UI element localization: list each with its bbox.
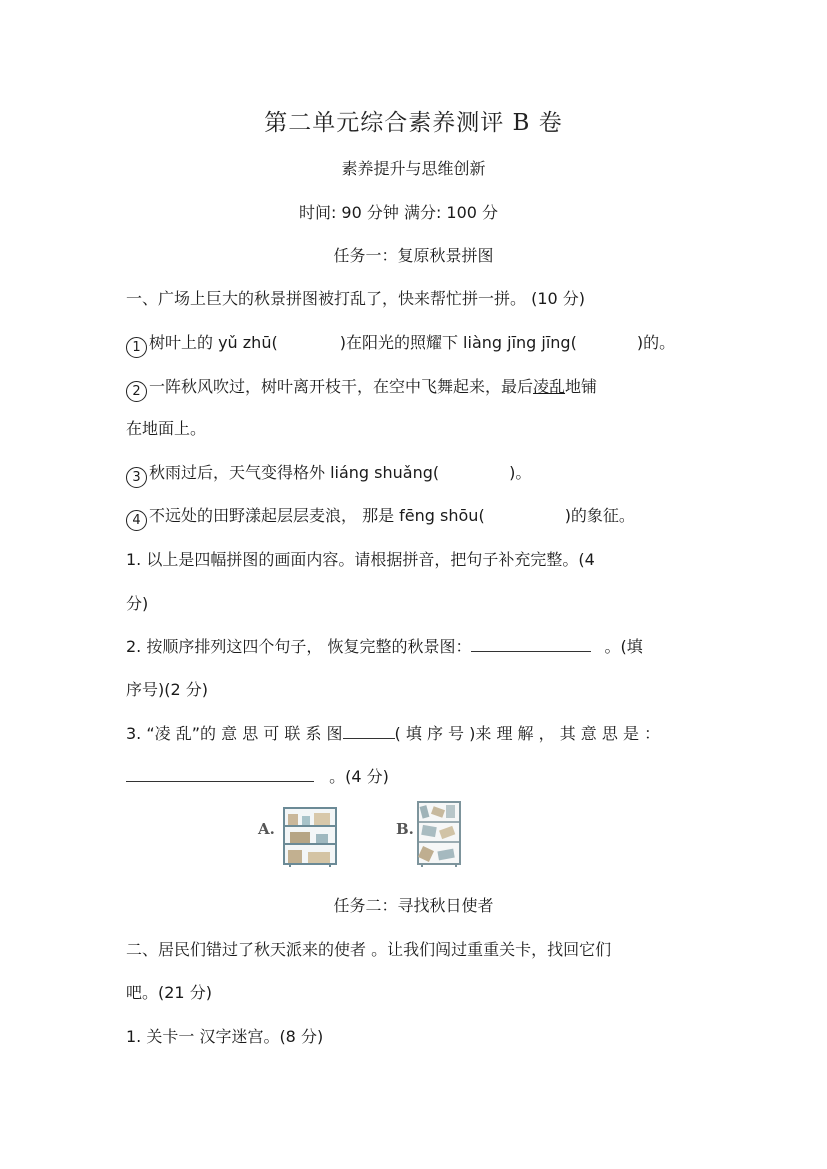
item-text-a: 一阵秋风吹过，树叶离开枝干，在空中飞舞起来，最后 [149,377,534,396]
item-number: 3 [126,467,147,488]
q1-item-1 [126,330,675,358]
item-text-b: )在阳光的照耀下 liàng jīng jīng( [339,333,577,352]
task1-title: 任务一：复原秋景拼图 [333,246,494,265]
underlined-word: 凌乱 [533,377,566,396]
answer-blank[interactable] [126,767,314,782]
sub2-text: 2. 按顺序排列这四个句子， 恢复完整的秋景图： [126,637,472,656]
q1-item-3 [126,460,531,488]
q1-heading: 一、广场上巨大的秋景拼图被打乱了，快来帮忙拼一拼。 (10 分) [126,289,586,308]
item-text-a: 树叶上的 yǔ zhū( [149,333,278,352]
q1-item-4 [126,503,635,531]
q1-sub2-line2: 序号)(2 分) [126,680,208,699]
item-text-c: )的。 [636,333,676,352]
q1-sub1-line1: 1. 以上是四幅拼图的画面内容。请根据拼音，把句子补充完整。(4 [126,550,595,569]
page-title: 第二单元综合素养测评 B 卷 [264,110,563,136]
item-text-c: )。 [509,463,532,482]
q1-item-2-cont: 在地面上。 [126,419,207,438]
answer-blank[interactable] [343,724,395,739]
item-text-c: 地铺 [565,377,598,396]
option-b-label: B. [396,820,414,838]
item-text-a: 秋雨过后，天气变得格外 liáng shuǎng( [149,463,440,482]
exam-meta: 时间: 90 分钟 满分: 100 分 [298,203,499,222]
q1-item-2 [126,374,597,402]
q2-heading-line1: 二、居民们错过了秋天派来的使者 。让我们闯过重重关卡，找回它们 [126,940,612,959]
subtitle: 素养提升与思维创新 [341,159,486,178]
item-text-a: 不远处的田野漾起层层麦浪， 那是 fēng shōu( [149,506,485,525]
option-a-shelf-image [282,804,340,868]
q1-sub3-line2 [126,764,389,787]
q1-sub3-line1 [126,721,660,744]
q2-sub1: 1. 关卡一 汉字迷宫。(8 分) [126,1027,324,1046]
task2-title: 任务二：寻找秋日使者 [333,896,494,915]
option-a-label: A. [258,820,275,838]
q2-heading-line2: 吧。(21 分) [126,983,212,1002]
item-number: 4 [126,510,147,531]
sub3-text-a: 3. “凌 乱”的 意 思 可 联 系 图 [126,724,343,743]
item-number: 1 [126,337,147,358]
answer-blank[interactable] [471,637,591,652]
option-b-shelf-image [416,800,464,868]
q1-sub2-line1 [126,634,643,657]
q1-sub1-line2: 分) [126,594,149,613]
sub2-suffix: 。(填 [599,637,643,656]
sub3-suffix: 。(4 分) [324,767,389,786]
item-text-c: )的象征。 [564,506,635,525]
sub3-text-b: ( 填 序 号 )来 理 解 ， 其 意 思 是 ： [394,724,661,743]
item-number: 2 [126,381,147,402]
